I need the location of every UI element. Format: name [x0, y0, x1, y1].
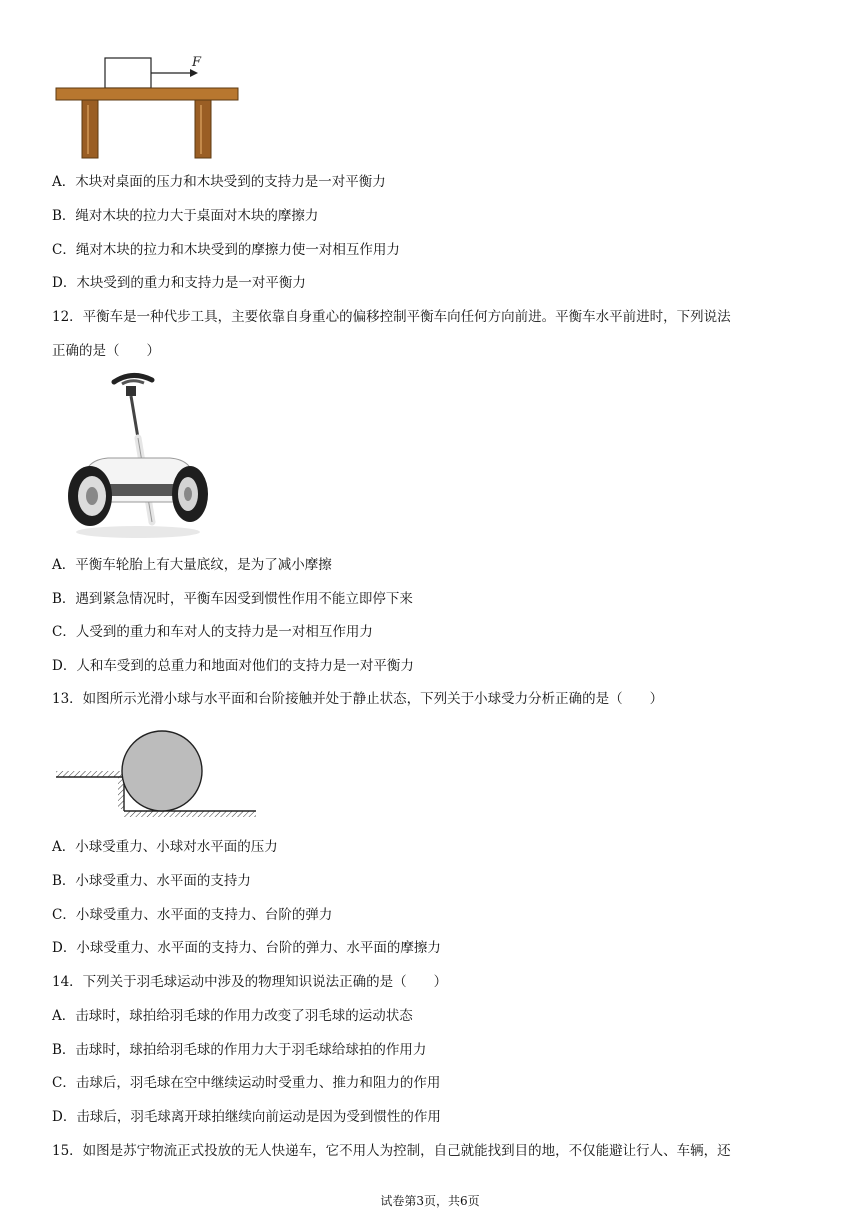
q11-option-a: A．木块对桌面的压力和木块受到的支持力是一对平衡力: [52, 174, 386, 190]
q14-option-b: B．击球时，球拍给羽毛球的作用力大于羽毛球给球拍的作用力: [52, 1042, 427, 1058]
q12-option-d: D．人和车受到的总重力和地面对他们的支持力是一对平衡力: [52, 658, 414, 674]
q14-option-c: C．击球后，羽毛球在空中继续运动时受重力、推力和阻力的作用: [52, 1075, 441, 1091]
ball-on-step-icon: [52, 725, 262, 817]
q14-option-a: A．击球时，球拍给羽毛球的作用力改变了羽毛球的运动状态: [52, 1008, 413, 1024]
q12-option-b: B．遇到紧急情况时，平衡车因受到惯性作用不能立即停下来: [52, 591, 413, 607]
q14-stem: 14．下列关于羽毛球运动中涉及的物理知识说法正确的是（ ）: [52, 974, 448, 990]
q13-option-d: D．小球受重力、水平面的支持力、台阶的弹力、水平面的摩擦力: [52, 940, 441, 956]
q12-option-a: A．平衡车轮胎上有大量底纹，是为了减小摩擦: [52, 557, 332, 573]
q12-stem-line2: 正确的是（ ）: [52, 343, 160, 359]
page-footer: 试卷第3页，共6页: [380, 1194, 480, 1208]
q11-option-d: D．木块受到的重力和支持力是一对平衡力: [52, 275, 306, 291]
q12-stem-line1: 12．平衡车是一种代步工具，主要依靠自身重心的偏移控制平衡车向任何方向前进。平衡车水平前进时，下列说法: [52, 309, 731, 325]
q13-option-c: C．小球受重力、水平面的支持力、台阶的弹力: [52, 907, 333, 923]
q13-option-b: B．小球受重力、水平面的支持力: [52, 873, 251, 889]
block-on-table-icon: [52, 50, 242, 162]
q14-option-d: D．击球后，羽毛球离开球拍继续向前运动是因为受到惯性的作用: [52, 1109, 441, 1125]
q15-stem-line1: 15．如图是苏宁物流正式投放的无人快递车，它不用人为控制，自己就能找到目的地，不仅能避让行人、车辆，还: [52, 1143, 731, 1159]
q11-option-b: B．绳对木块的拉力大于桌面对木块的摩擦力: [52, 208, 319, 224]
q13-stem: 13．如图所示光滑小球与水平面和台阶接触并处于静止状态，下列关于小球受力分析正确的是（ ）: [52, 691, 664, 707]
self-balancing-scooter-icon: [62, 372, 214, 542]
q12-option-c: C．人受到的重力和车对人的支持力是一对相互作用力: [52, 624, 373, 640]
q13-option-a: A．小球受重力、小球对水平面的压力: [52, 839, 278, 855]
q11-option-c: C．绳对木块的拉力和木块受到的摩擦力使一对相互作用力: [52, 242, 400, 258]
force-label: F: [192, 55, 202, 70]
